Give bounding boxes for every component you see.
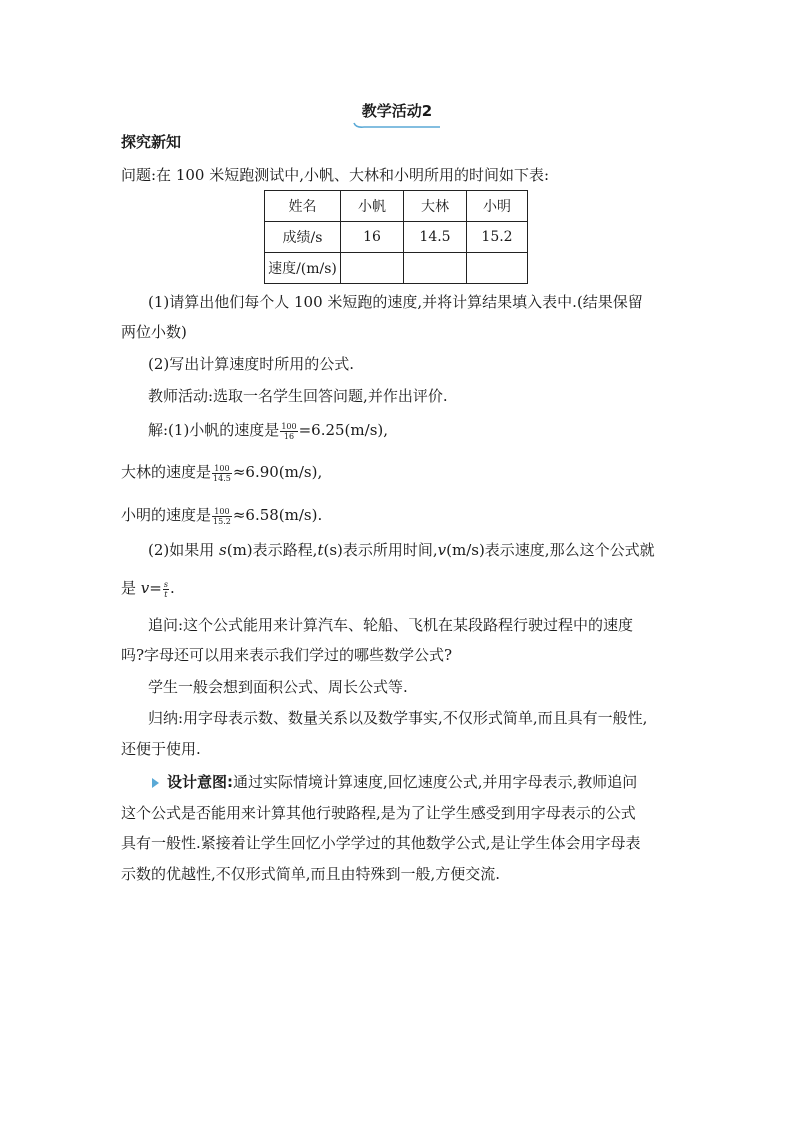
solution-part-2-line-2 (121, 578, 175, 599)
table-row (265, 253, 528, 284)
fraction (212, 507, 232, 526)
fraction-numerator: 100 (212, 464, 232, 474)
question-1-line-2: 两位小数) (121, 323, 187, 341)
text-span: 是 (121, 579, 141, 597)
solution-line-3-result: ≈6.58(m/s). (232, 506, 323, 524)
text-span: (m/s)表示速度,那么这个公式就 (446, 541, 655, 559)
section-heading: 探究新知 (121, 133, 182, 151)
design-intent-line-4: 示数的优越性,不仅形式简单,而且由特殊到一般,方便交流. (121, 865, 501, 883)
design-intent-text: 通过实际情境计算速度,回忆速度公式,并用字母表示,教师追问 (233, 773, 638, 791)
fraction (163, 580, 169, 599)
table-cell (341, 253, 404, 284)
table-cell (467, 253, 528, 284)
solution-line-1 (148, 420, 388, 441)
solution-part-2-line-1 (148, 540, 655, 560)
table-cell: 14.5 (404, 222, 467, 253)
table-cell (404, 253, 467, 284)
variable-s: s (219, 541, 227, 559)
fraction (212, 464, 232, 483)
student-answer: 学生一般会想到面积公式、周长公式等. (148, 678, 408, 696)
fraction-denominator: 14.5 (213, 473, 231, 483)
table-header-cell: 小帆 (341, 191, 404, 222)
text-span: (2)如果用 (148, 541, 220, 559)
text-span: . (169, 579, 175, 597)
table-header-cell: 姓名 (265, 191, 341, 222)
table-row (265, 222, 528, 253)
title-underline-decoration (352, 120, 444, 130)
fraction-denominator: t (164, 589, 168, 599)
variable-v: v (140, 579, 150, 597)
design-intent-line-1 (152, 772, 637, 792)
solution-line-1-result: =6.25(m/s), (298, 421, 389, 439)
table-cell: 15.2 (467, 222, 528, 253)
problem-intro: 问题:在 100 米短跑测试中,小帆、大林和小明所用的时间如下表: (121, 166, 550, 184)
fraction (280, 422, 297, 441)
solution-line-3 (121, 505, 322, 526)
solution-line-1-prefix: 解:(1)小帆的速度是 (148, 421, 280, 439)
page-title (358, 100, 436, 125)
question-1-line-1: (1)请算出他们每个人 100 米短跑的速度,并将计算结果填入表中.(结果保留 (148, 293, 643, 311)
fraction-denominator: 16 (283, 431, 295, 441)
table-header-cell: 大林 (404, 191, 467, 222)
page-title-text: 教学活动2 (361, 102, 433, 120)
summary-line-1: 归纳:用字母表示数、数量关系以及数学事实,不仅形式简单,而且具有一般性, (148, 709, 648, 727)
table-header-row (265, 191, 528, 222)
summary-line-2: 还便于使用. (121, 740, 201, 758)
follow-up-line-1: 追问:这个公式能用来计算汽车、轮船、飞机在某段路程行驶过程中的速度 (148, 616, 634, 634)
fraction-numerator: 100 (281, 421, 297, 431)
text-span: (m)表示路程, (226, 541, 318, 559)
solution-line-2-result: ≈6.90(m/s), (232, 463, 323, 481)
solution-line-2-prefix: 大林的速度是 (121, 463, 212, 481)
fraction-numerator: s (163, 579, 168, 589)
table-cell: 速度/(m/s) (265, 253, 341, 284)
design-intent-label: 设计意图: (167, 773, 233, 791)
design-intent-line-3: 具有一般性.紧接着让学生回忆小学学过的其他数学公式,是让学生体会用字母表 (121, 834, 641, 852)
title-wrapper (0, 100, 794, 125)
fraction-denominator: 15.2 (213, 516, 231, 526)
teacher-activity: 教师活动:选取一名学生回答问题,并作出评价. (148, 387, 448, 405)
table-header-cell: 小明 (467, 191, 528, 222)
variable-t: t (317, 541, 324, 559)
design-intent-line-2: 这个公式是否能用来计算其他行驶路程,是为了让学生感受到用字母表示的公式 (121, 804, 636, 822)
triangle-bullet-icon (152, 778, 159, 788)
text-span: (s)表示所用时间, (323, 541, 438, 559)
follow-up-line-2: 吗?字母还可以用来表示我们学过的哪些数学公式? (121, 646, 453, 664)
table-cell: 16 (341, 222, 404, 253)
equals-sign: = (149, 579, 162, 597)
solution-line-3-prefix: 小明的速度是 (121, 506, 212, 524)
solution-line-2 (121, 462, 322, 483)
variable-v: v (437, 541, 447, 559)
fraction-numerator: 100 (212, 507, 232, 517)
question-2: (2)写出计算速度时所用的公式. (148, 355, 355, 373)
score-table (264, 190, 528, 284)
table-cell: 成绩/s (265, 222, 341, 253)
